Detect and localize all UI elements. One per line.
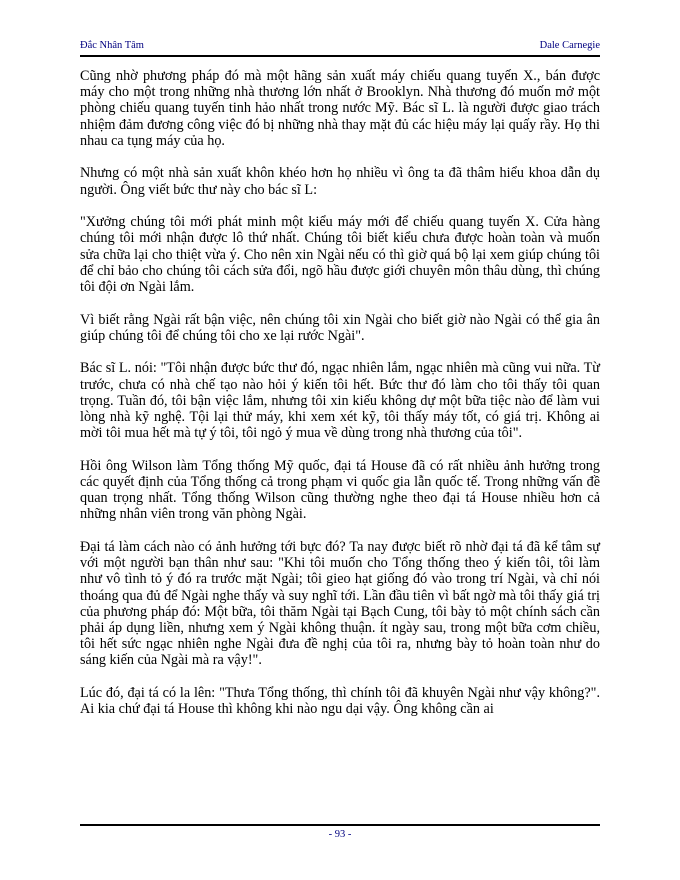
footer-divider — [80, 824, 600, 826]
paragraph: Vì biết rằng Ngài rất bận việc, nên chúng tôi xin Ngài cho biết giờ nào Ngài có thể gia ân giúp chúng tôi để chúng tôi cho xe lại rước Ngài". — [80, 311, 600, 344]
page-number: - 93 - — [328, 829, 352, 840]
paragraph: Bác sĩ L. nói: "Tôi nhận được bức thư đó, ngạc nhiên lắm, ngạc nhiên mà cũng vui nữa. Từ trước, chưa có nhà chế tạo nào hỏi ý kiến tôi hết. Bức thư đó làm cho tôi thấy tôi quan trọng. Tuần đó, tôi bận việc lắm, nhưng tôi xin kiếu không dự một bữa tiệc nào để làm vui lòng nhà kỹ nghệ. Tội lại thử máy, khi xem xét kỹ, tôi thấy máy tốt, có giá trị. Không ai mời tôi mua hết mà tự ý tôi, tôi ngỏ ý mua về dùng trong nhà thương của tôi". — [80, 360, 600, 442]
paragraph: Cũng nhờ phương pháp đó mà một hãng sản xuất máy chiếu quang tuyến X., bán được máy cho một trong những nhà thương lớn nhất ở Brooklyn. Nhà thương đó muốn mở một phòng chiếu quang tuyến tinh hảo nhất trong nước Mỹ. Bác sĩ L. là người được giao trách nhiệm đảm đương công việc đó bị những nhà thay mặt đủ các hiệu máy lại quấy rầy. Họ thi nhau ca tụng máy của họ. — [80, 68, 600, 149]
paragraph: Đại tá làm cách nào có ảnh hưởng tới bực đó? Ta nay được biết rõ nhờ đại tá đã kể tâm sự với một người bạn thân như sau: "Khi tôi muốn cho Tổng thống theo ý kiến tôi, tôi làm như vô tình tỏ ý đó ra trước mặt Ngài; tôi gieo hạt giống đó vào trong trí Ngài, và chỉ nói thoáng qua đủ để Ngài nghe thấy và suy nghĩ tới. Lần đầu tiên vì bất ngờ mà tôi thấy giá trị của phương pháp đó: Một bữa, tôi thăm Ngài tại Bạch Cung, tôi bày tỏ một chính sách cần phải áp dụng liền, nhưng xem ý Ngài không thuận. ít ngày sau, trong một bữa cơm chiều, tôi hết sức ngạc nhiên nghe Ngài đưa đề nghị của tôi ra, nhưng bày tỏ hoàn toàn như do sáng kiến của Ngài mà ra vậy!". — [80, 539, 600, 669]
paragraph: "Xưởng chúng tôi mới phát minh một kiểu máy mới để chiếu quang tuyến X. Cửa hàng chúng tôi mới nhận được lô thứ nhất. Chúng tôi biết kiểu chưa được hoàn toàn và muốn sửa chữa lại cho thiệt vừa ý. Cho nên xin Ngài nếu có thì giờ quá bộ lại xem giúp chúng tôi để chỉ bảo cho chúng tôi cách sửa đổi, ngõ hầu được giới chuyên môn thâu dùng, thì chúng tôi đội ơn Ngài lắm. — [80, 214, 600, 296]
author-name: Dale Carnegie — [539, 40, 600, 51]
book-title: Đắc Nhân Tâm — [80, 40, 144, 51]
header-divider — [80, 55, 600, 57]
page-body — [80, 68, 600, 734]
paragraph: Lúc đó, đại tá có la lên: "Thưa Tổng thống, thì chính tôi đã khuyên Ngài như vậy không?". Ai kia chứ đại tá House thì không khi nào ngu dại vậy. Ông không cần ai — [80, 685, 600, 718]
paragraph: Nhưng có một nhà sản xuất khôn khéo hơn họ nhiều vì ông ta đã thâm hiểu khoa dẫn dụ người. Ông viết bức thư này cho bác sĩ L: — [80, 165, 600, 198]
page-header — [80, 40, 600, 54]
paragraph: Hồi ông Wilson làm Tổng thống Mỹ quốc, đại tá House đã có rất nhiều ảnh hưởng trong các quyết định của Tổng thống cả trong phạm vi quốc gia lẫn quốc tế. Trong những vấn đề quan trọng nhất. Tổng thống Wilson cũng thường nghe theo đại tá House nhiều hơn cả những nhân viên trong văn phòng Ngài. — [80, 457, 600, 523]
